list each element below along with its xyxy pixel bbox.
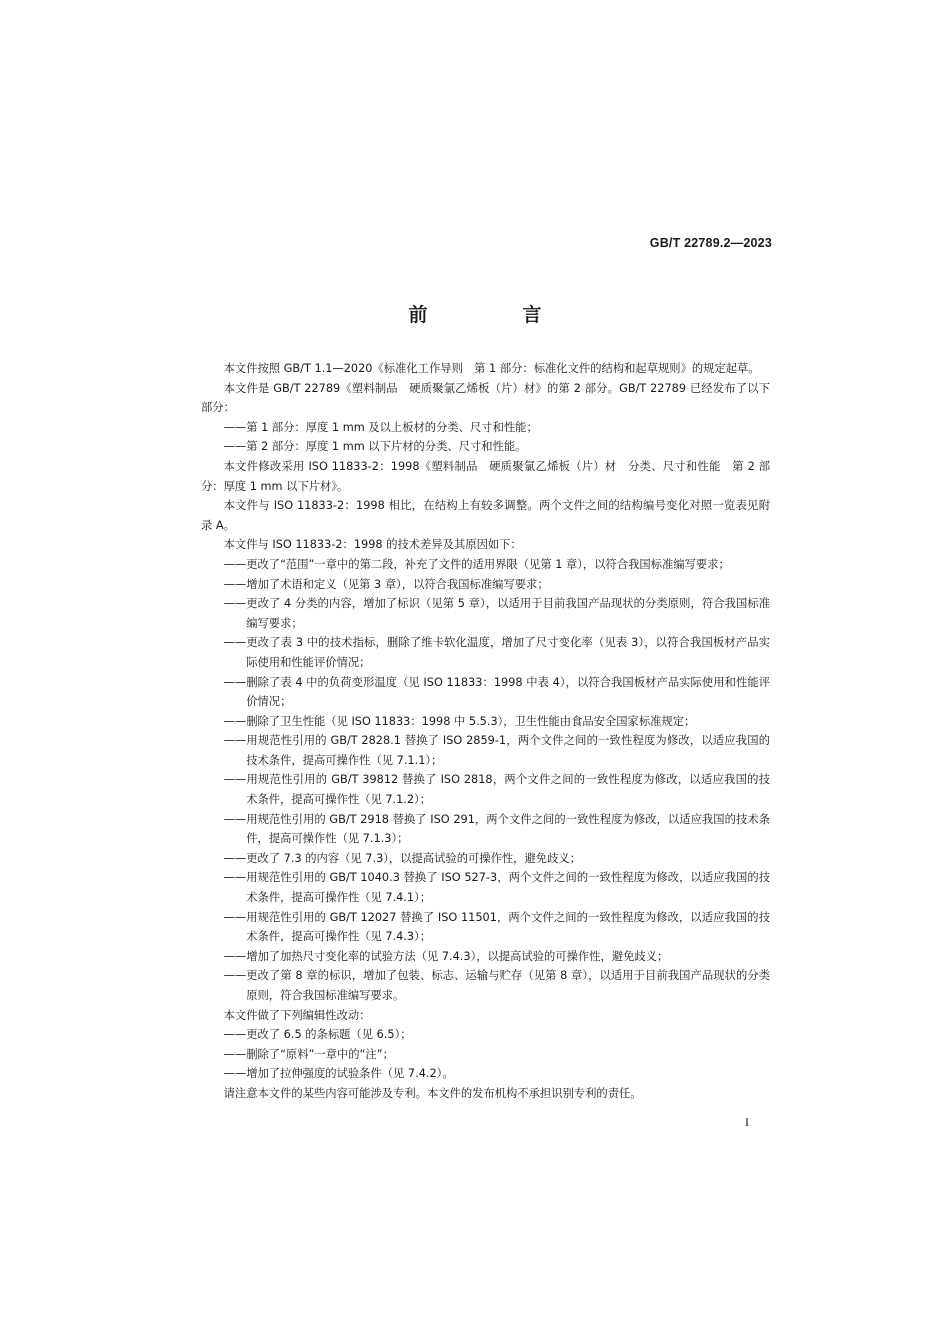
list-item: ——删除了表 4 中的负荷变形温度（见 ISO 11833：1998 中表 4），以符合我国板材产品实际使用和性能评价情况； [223, 675, 770, 709]
paragraph: 本文件与 ISO 11833-2：1998 的技术差异及其原因如下： [223, 538, 522, 552]
page-title: 前 言 [408, 304, 580, 326]
paragraph: 本文件是 GB/T 22789《塑料制品 硬质聚氯乙烯板（片）材》的第 2 部分。GB/T 22789 已经发布了以下部分： [201, 381, 770, 415]
paragraph: 本文件按照 GB/T 1.1—2020《标准化工作导则 第 1 部分：标准化文件的结构和起草规则》的规定起草。 [223, 362, 760, 375]
list-item: ——第 2 部分：厚度 1 mm 以下片材的分类、尺寸和性能。 [223, 440, 527, 454]
list-item: ——更改了 7.3 的内容（见 7.3），以提高试验的可操作性，避免歧义； [223, 851, 581, 865]
list-item: ——更改了 6.5 的条标题（见 6.5）； [223, 1028, 412, 1042]
paragraph: 本文件做了下列编辑性改动： [223, 1008, 371, 1022]
foreword-body [201, 359, 770, 1104]
list-item: ——增加了拉伸强度的试验条件（见 7.4.2）。 [223, 1067, 454, 1081]
list-item: ——更改了“范围”一章中的第二段，补充了文件的适用界限（见第 1 章），以符合我国标准编写要求； [223, 557, 730, 571]
list-item: ——增加了加热尺寸变化率的试验方法（见 7.4.3），以提高试验的可操作性，避免歧义； [223, 949, 669, 963]
document-code: GB/T 22789.2—2023 [649, 236, 772, 250]
page-number: I [745, 1115, 749, 1129]
paragraph: 请注意本文件的某些内容可能涉及专利。本文件的发布机构不承担识别专利的责任。 [223, 1086, 642, 1100]
list-item: ——用规范性引用的 GB/T 2828.1 替换了 ISO 2859-1，两个文件之间的一致性程度为修改，以适应我国的技术条件，提高可操作性（见 7.1.1）； [223, 734, 770, 767]
list-item: ——更改了 4 分类的内容，增加了标识（见第 5 章），以适用于目前我国产品现状的分类原则，符合我国标准编写要求； [223, 597, 770, 630]
list-item: ——更改了第 8 章的标识，增加了包装、标志、运输与贮存（见第 8 章），以适用于目前我国产品现状的分类原则，符合我国标准编写要求。 [223, 969, 770, 1002]
list-item: ——用规范性引用的 GB/T 2918 替换了 ISO 291，两个文件之间的一致性程度为修改，以适应我国的技术条件，提高可操作性（见 7.1.3）； [223, 812, 770, 846]
list-item: ——删除了“原料”一章中的“注”； [223, 1047, 394, 1061]
list-item: ——第 1 部分：厚度 1 mm 及以上板材的分类、尺寸和性能； [223, 420, 538, 434]
list-item: ——用规范性引用的 GB/T 39812 替换了 ISO 2818，两个文件之间的一致性程度为修改，以适应我国的技术条件，提高可操作性（见 7.1.2）； [223, 773, 770, 807]
list-item: ——用规范性引用的 GB/T 1040.3 替换了 ISO 527-3，两个文件之间的一致性程度为修改，以适应我国的技术条件，提高可操作性（见 7.4.1）； [223, 871, 770, 905]
list-item: ——删除了卫生性能（见 ISO 11833：1998 中 5.5.3），卫生性能由食品安全国家标准规定； [223, 714, 696, 728]
list-item: ——增加了术语和定义（见第 3 章），以符合我国标准编写要求； [223, 577, 549, 591]
paragraph: 本文件与 ISO 11833-2：1998 相比，在结构上有较多调整。两个文件之间的结构编号变化对照一览表见附录 A。 [201, 499, 770, 532]
list-item: ——用规范性引用的 GB/T 12027 替换了 ISO 11501，两个文件之间的一致性程度为修改，以适应我国的技术条件，提高可操作性（见 7.4.3）； [223, 910, 770, 944]
paragraph: 本文件修改采用 ISO 11833-2：1998《塑料制品 硬质聚氯乙烯板（片）材 分类、尺寸和性能 第 2 部分：厚度 1 mm 以下片材》。 [201, 459, 770, 493]
list-item: ——更改了表 3 中的技术指标，删除了维卡软化温度，增加了尺寸变化率（见表 3），以符合我国板材产品实际使用和性能评价情况； [223, 636, 770, 669]
